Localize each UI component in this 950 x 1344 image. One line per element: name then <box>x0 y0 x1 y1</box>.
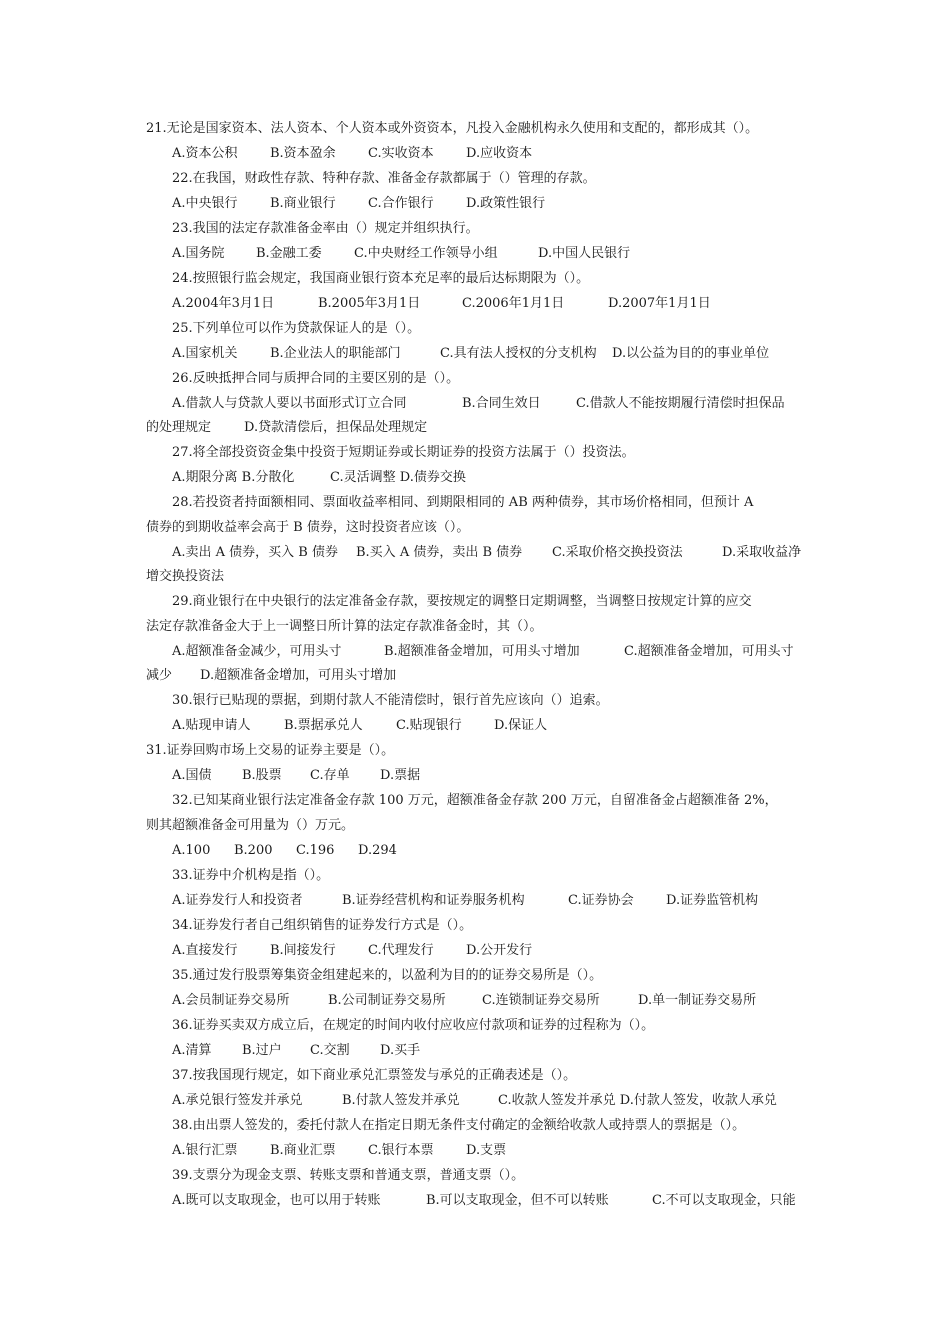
option-c: C.贴现银行 <box>396 718 462 733</box>
option-c: C.连锁制证券交易所 <box>482 993 600 1008</box>
question-37: 37.按我国现行规定，如下商业承兑汇票签发与承兑的正确表述是（）。 <box>172 1068 577 1083</box>
question-32-cont: 则其超额准备金可用量为（）万元。 <box>146 818 355 833</box>
question-28-cont: 债券的到期收益率会高于 B 债券，这时投资者应该（）。 <box>146 520 470 535</box>
option-c: C.实收资本 <box>368 146 434 161</box>
option-b: B.票据承兑人 <box>284 718 363 733</box>
option-c: C.中央财经工作领导小组 <box>354 246 498 261</box>
question-32: 32.已知某商业银行法定准备金存款 100 万元，超额准备金存款 200 万元，自留准备金占超额准备 2%， <box>172 793 778 808</box>
option-a: A.中央银行 <box>172 196 238 211</box>
option-d: D.以公益为目的的事业单位 <box>612 346 770 361</box>
question-31: 31.证券回购市场上交易的证券主要是（）。 <box>146 743 395 758</box>
question-26: 26.反映抵押合同与质押合同的主要区别的是（）。 <box>172 371 460 386</box>
option-d: D.超额准备金增加，可用头寸增加 <box>200 668 397 683</box>
option-a: A.清算 <box>172 1043 212 1058</box>
option-a: A.银行汇票 <box>172 1143 238 1158</box>
option-a: A.借款人与贷款人要以书面形式订立合同 <box>172 396 407 411</box>
option-a: A.会员制证券交易所 <box>172 993 290 1008</box>
question-35: 35.通过发行股票筹集资金组建起来的，以盈利为目的的证券交易所是（）。 <box>172 968 603 983</box>
option-a: A.直接发行 <box>172 943 238 958</box>
option-b: B.金融工委 <box>256 246 322 261</box>
question-33: 33.证券中介机构是指（）。 <box>172 868 330 883</box>
option-a: A.卖出 A 债券，买入 B 债券 <box>172 545 338 560</box>
option-a: A.证券发行人和投资者 <box>172 893 303 908</box>
option-d: D.2007年1月1日 <box>608 296 711 311</box>
option-c-cont: 的处理规定 <box>146 420 212 435</box>
option-a: A.国务院 <box>172 246 225 261</box>
option-d: D.政策性银行 <box>466 196 546 211</box>
option-d: D.证券监管机构 <box>666 893 759 908</box>
question-21: 21.无论是国家资本、法人资本、个人资本或外资资本，凡投入金融机构永久使用和支配的，都形成其（）。 <box>146 121 759 136</box>
option-c: C.交割 <box>310 1043 350 1058</box>
option-a: A.国家机关 <box>172 346 238 361</box>
option-d: D.公开发行 <box>466 943 533 958</box>
option-c: C.2006年1月1日 <box>462 296 565 311</box>
option-d: D.买手 <box>380 1043 421 1058</box>
question-34: 34.证券发行者自己组织销售的证券发行方式是（）。 <box>172 918 473 933</box>
option-b: B.资本盈余 <box>270 146 336 161</box>
question-23: 23.我国的法定存款准备金率由（）规定并组织执行。 <box>172 221 479 236</box>
option-c: C.超额准备金增加，可用头寸 <box>624 644 794 659</box>
option-b: B.合同生效日 <box>462 396 541 411</box>
option-b: B.企业法人的职能部门 <box>270 346 401 361</box>
option-b: B.商业银行 <box>270 196 336 211</box>
option-b: B.间接发行 <box>270 943 336 958</box>
option-b: B.买入 A 债券，卖出 B 债券 <box>356 545 523 560</box>
question-24: 24.按照银行监会规定，我国商业银行资本充足率的最后达标期限为（）。 <box>172 271 590 286</box>
option-ab: A.期限分离 B.分散化 <box>172 470 295 485</box>
option-c: C.证券协会 <box>568 893 634 908</box>
option-d: D.采取收益净 <box>722 545 802 560</box>
question-28: 28.若投资者持面额相同、票面收益率相同、到期限相同的 AB 两种债券，其市场价格相同，但预计 A <box>172 495 754 510</box>
option-d: D.中国人民银行 <box>538 246 631 261</box>
option-d: D.贷款清偿后，担保品处理规定 <box>244 420 428 435</box>
option-b: B.200 <box>234 843 273 858</box>
option-c: C.具有法人授权的分支机构 <box>440 346 597 361</box>
option-a: A.2004年3月1日 <box>172 296 275 311</box>
question-29: 29.商业银行在中央银行的法定准备金存款，要按规定的调整日定期调整，当调整日按规定计算的应交 <box>172 594 752 609</box>
question-29-cont: 法定存款准备金大于上一调整日所计算的法定存款准备金时，其（）。 <box>146 619 543 634</box>
option-a: A.国债 <box>172 768 212 783</box>
option-d: D.应收资本 <box>466 146 533 161</box>
question-25: 25.下列单位可以作为贷款保证人的是（）。 <box>172 321 421 336</box>
option-c: C.代理发行 <box>368 943 434 958</box>
option-d: D.294 <box>358 843 397 858</box>
option-a: A.贴现申请人 <box>172 718 251 733</box>
option-cd: C.收款人签发并承兑 D.付款人签发，收款人承兑 <box>498 1093 777 1108</box>
option-c: C.存单 <box>310 768 350 783</box>
options-28-cont: 增交换投资法 <box>146 569 225 584</box>
option-b: B.股票 <box>242 768 282 783</box>
option-d: D.票据 <box>380 768 421 783</box>
option-a: A.资本公积 <box>172 146 238 161</box>
option-b: B.过户 <box>242 1043 282 1058</box>
option-d: D.支票 <box>466 1143 507 1158</box>
option-a: A.超额准备金减少，可用头寸 <box>172 644 342 659</box>
question-27: 27.将全部投资资金集中投资于短期证券或长期证券的投资方法属于（）投资法。 <box>172 445 635 460</box>
option-d: D.保证人 <box>494 718 548 733</box>
option-b: B.超额准备金增加，可用头寸增加 <box>384 644 580 659</box>
option-c: C.196 <box>296 843 335 858</box>
question-22: 22.在我国，财政性存款、特种存款、准备金存款都属于（）管理的存款。 <box>172 171 596 186</box>
option-cd: C.灵活调整 D.债券交换 <box>330 470 466 485</box>
option-c: C.不可以支取现金，只能 <box>652 1193 796 1208</box>
option-b: B.2005年3月1日 <box>318 296 421 311</box>
option-b: B.证券经营机构和证券服务机构 <box>342 893 525 908</box>
option-c: C.银行本票 <box>368 1143 434 1158</box>
option-b: B.付款人签发并承兑 <box>342 1093 460 1108</box>
question-39: 39.支票分为现金支票、转账支票和普通支票，普通支票（）。 <box>172 1168 525 1183</box>
option-b: B.可以支取现金，但不可以转账 <box>426 1193 609 1208</box>
question-36: 36.证券买卖双方成立后，在规定的时间内收付应收应付款项和证券的过程称为（）。 <box>172 1018 655 1033</box>
question-30: 30.银行已贴现的票据，到期付款人不能清偿时，银行首先应该向（）追索。 <box>172 693 609 708</box>
option-c: C.采取价格交换投资法 <box>552 545 683 560</box>
option-c-cont: 减少 <box>146 668 173 683</box>
option-a: A.既可以支取现金，也可以用于转账 <box>172 1193 381 1208</box>
option-b: B.公司制证券交易所 <box>328 993 446 1008</box>
option-a: A.100 <box>172 843 211 858</box>
option-b: B.商业汇票 <box>270 1143 336 1158</box>
option-c: C.合作银行 <box>368 196 434 211</box>
question-38: 38.由出票人签发的，委托付款人在指定日期无条件支付确定的金额给收款人或持票人的票据是（）。 <box>172 1118 746 1133</box>
option-c: C.借款人不能按期履行清偿时担保品 <box>576 396 785 411</box>
option-a: A.承兑银行签发并承兑 <box>172 1093 303 1108</box>
option-d: D.单一制证券交易所 <box>638 993 757 1008</box>
